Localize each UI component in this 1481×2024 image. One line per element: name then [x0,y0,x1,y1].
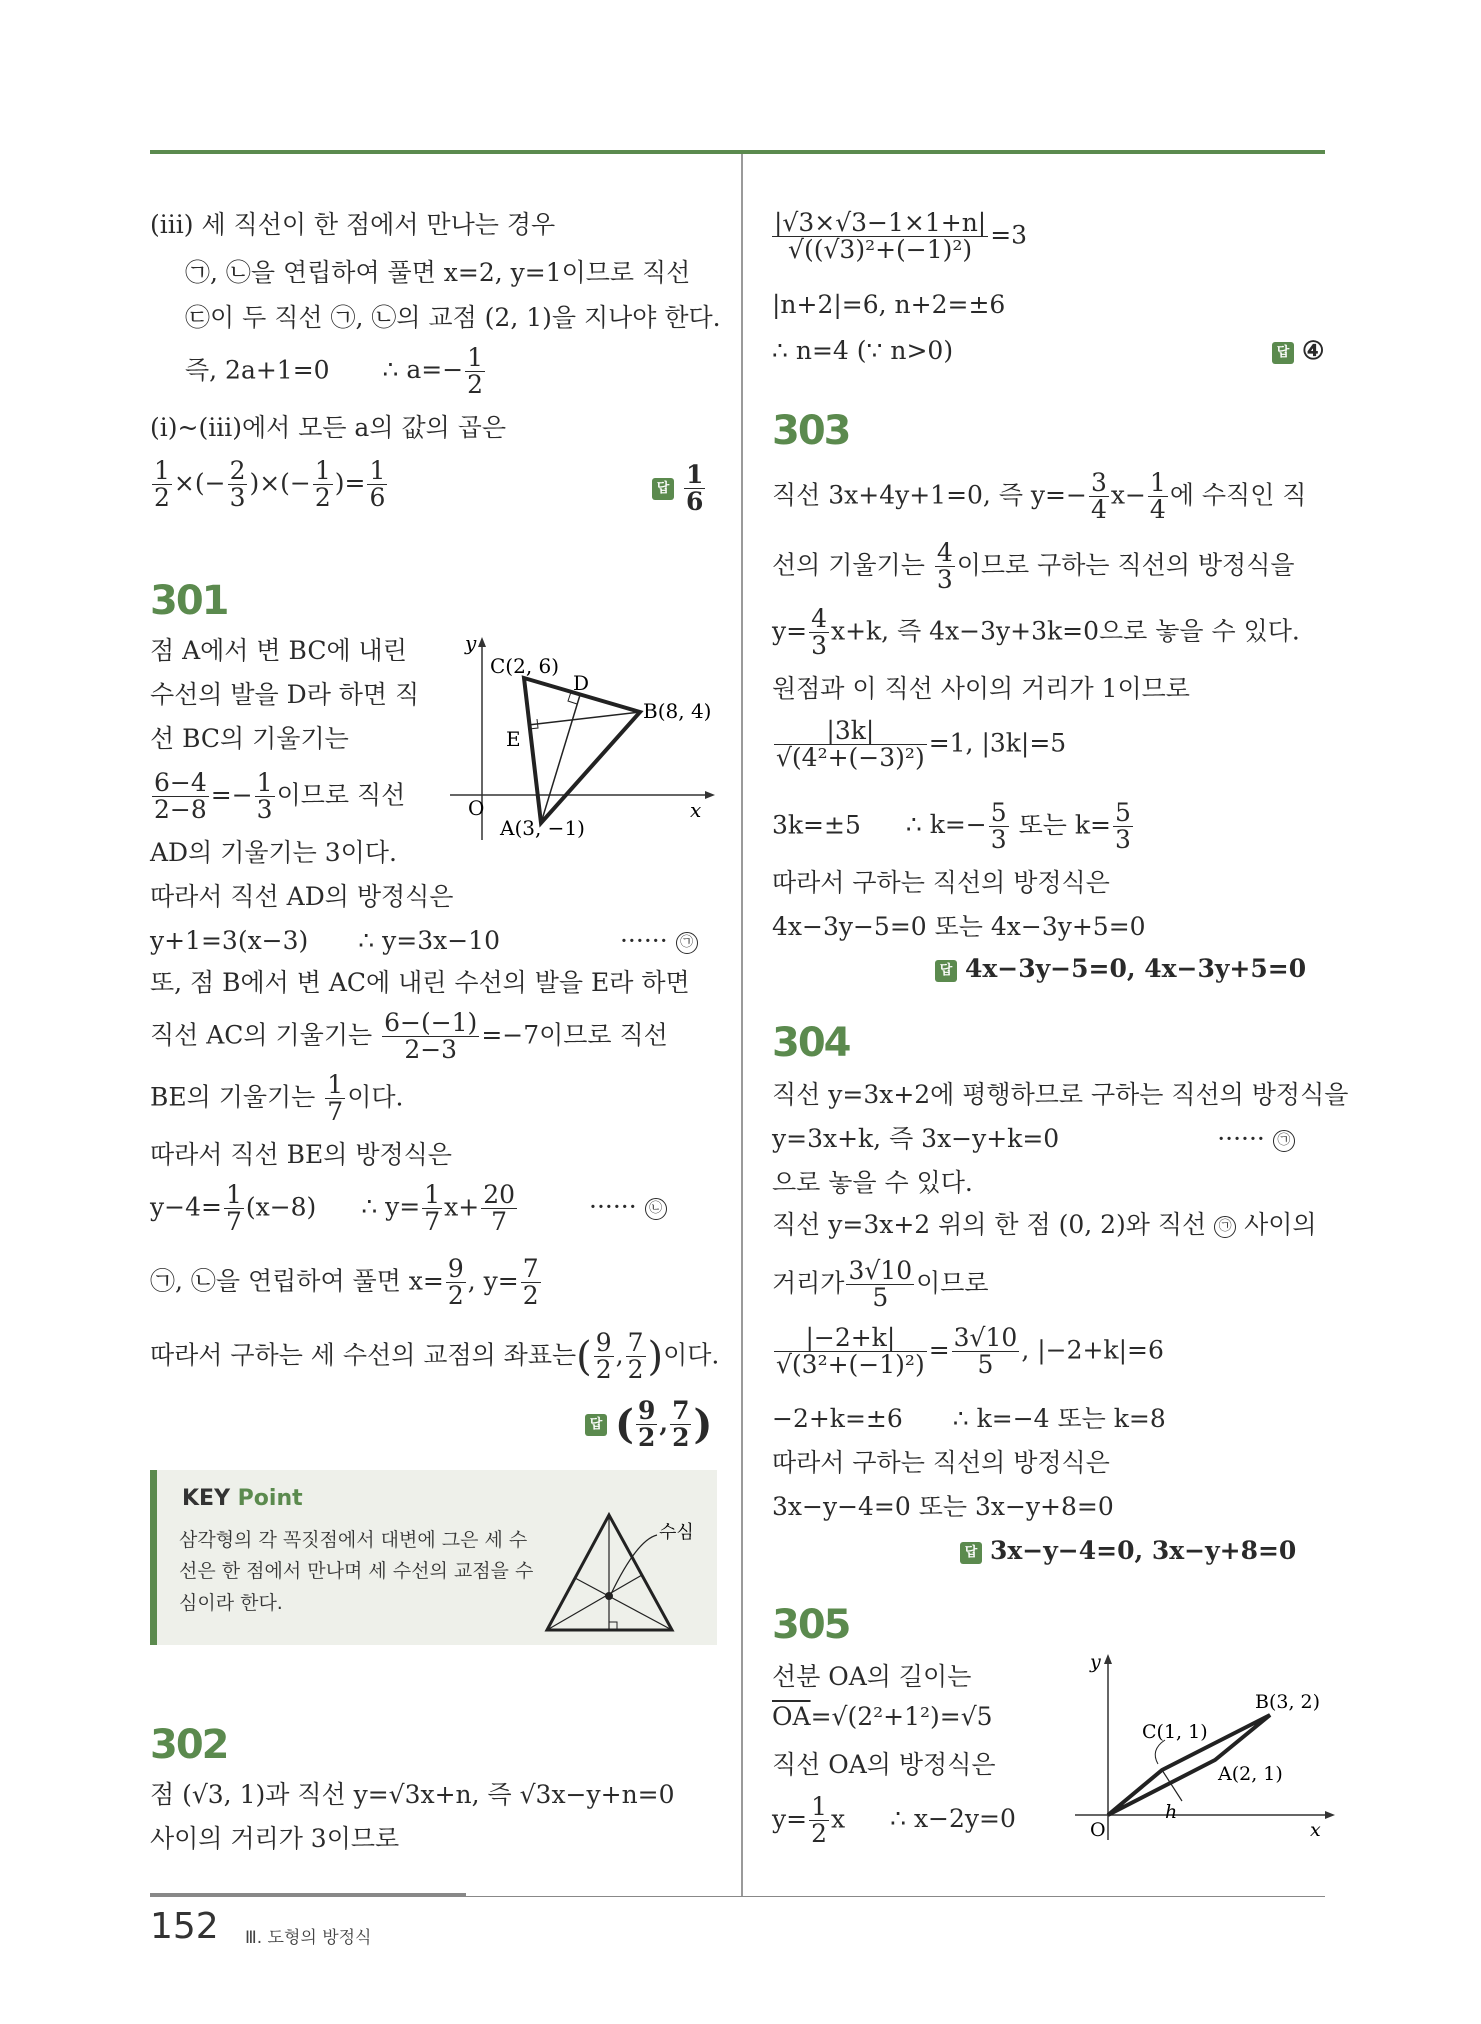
bottom-rule-thick [150,1893,466,1896]
x-axis-arrow [705,791,715,799]
label-b: B(3, 2) [1255,1691,1321,1713]
case3-line3: 즉, 2a+1=0 ∴ a=− $\frac{1}{2}$ [185,343,484,400]
answer-302: 답 ④ [1272,338,1324,364]
answer-301: 답 ( $\frac{9}{2}$ , $\frac{7}{2}$ ) [585,1398,712,1452]
label-a: A(2, 1) [1218,1763,1283,1785]
problem-number-305: 305 [772,1602,850,1648]
label-c: C(1, 1) [1142,1721,1208,1743]
orthocenter-diagram [537,1490,712,1640]
case3-line1: ㉠, ㉡을 연립하여 풀면 x=2, y=1이므로 직선 [185,258,691,287]
problem-number-301: 301 [150,578,228,624]
triangle-abc [524,678,640,823]
x-axis-arrow [1325,1811,1335,1819]
label-x: x [690,798,702,822]
key-point-box [150,1470,717,1645]
label-d: D [573,671,590,695]
answer-300: 답 $\frac{1}{6}$ [652,462,707,516]
key-point-title: KEY Point [182,1486,303,1511]
answer-304: 답 3x−y−4=0, 3x−y+8=0 [960,1538,1296,1564]
label-b: B(8, 4) [643,699,712,723]
product-expr: $\frac{1}{2}$ ×(− $\frac{2}{3}$ )×(− $\frac{1}{2}$ )= $\frac{1}{6}$ [154,456,386,513]
label-y: y [465,635,477,655]
product-title: (i)~(iii)에서 모든 a의 값의 곱은 [150,413,506,442]
orthocenter-pointer [611,1535,657,1594]
problem-number-304: 304 [772,1020,850,1066]
page-number: 152 [150,1906,219,1947]
y-axis-arrow [1104,1654,1112,1664]
bottom-rule [150,1896,1325,1897]
label-o: O [1090,1819,1106,1841]
y-axis-arrow [478,637,486,647]
label-pointer-c [1155,1740,1165,1764]
chapter-title: Ⅲ. 도형의 방정식 [245,1928,372,1948]
label-o: O [468,796,485,820]
graph-305 [1070,1650,1335,1855]
label-h: h [1165,1801,1178,1823]
answer-badge: 답 [652,478,674,500]
top-rule [150,150,1325,154]
orthocenter-label: 수심 [659,1522,694,1543]
graph-301 [440,635,720,850]
label-e: E [506,727,521,751]
problem-number-302: 302 [150,1722,228,1768]
case3-title: (iii) 세 직선이 한 점에서 만나는 경우 [150,210,556,239]
column-divider [741,154,743,1896]
answer-303: 답 4x−3y−5=0, 4x−3y+5=0 [935,956,1306,982]
label-c: C(2, 6) [490,654,560,678]
altitude-be [528,712,640,725]
label-y: y [1090,1651,1101,1673]
problem-number-303: 303 [772,408,850,454]
label-a: A(3, −1) [500,816,585,840]
label-x: x [1310,1819,1321,1841]
case3-line2: ㉢이 두 직선 ㉠, ㉡의 교점 (2, 1)을 지나야 한다. [185,303,721,332]
key-point-text: 삼각형의 각 꼭짓점에서 대변에 그은 세 수선은 한 점에서 만나며 세 수선의 교점을 수심이라 한다. [179,1529,534,1614]
